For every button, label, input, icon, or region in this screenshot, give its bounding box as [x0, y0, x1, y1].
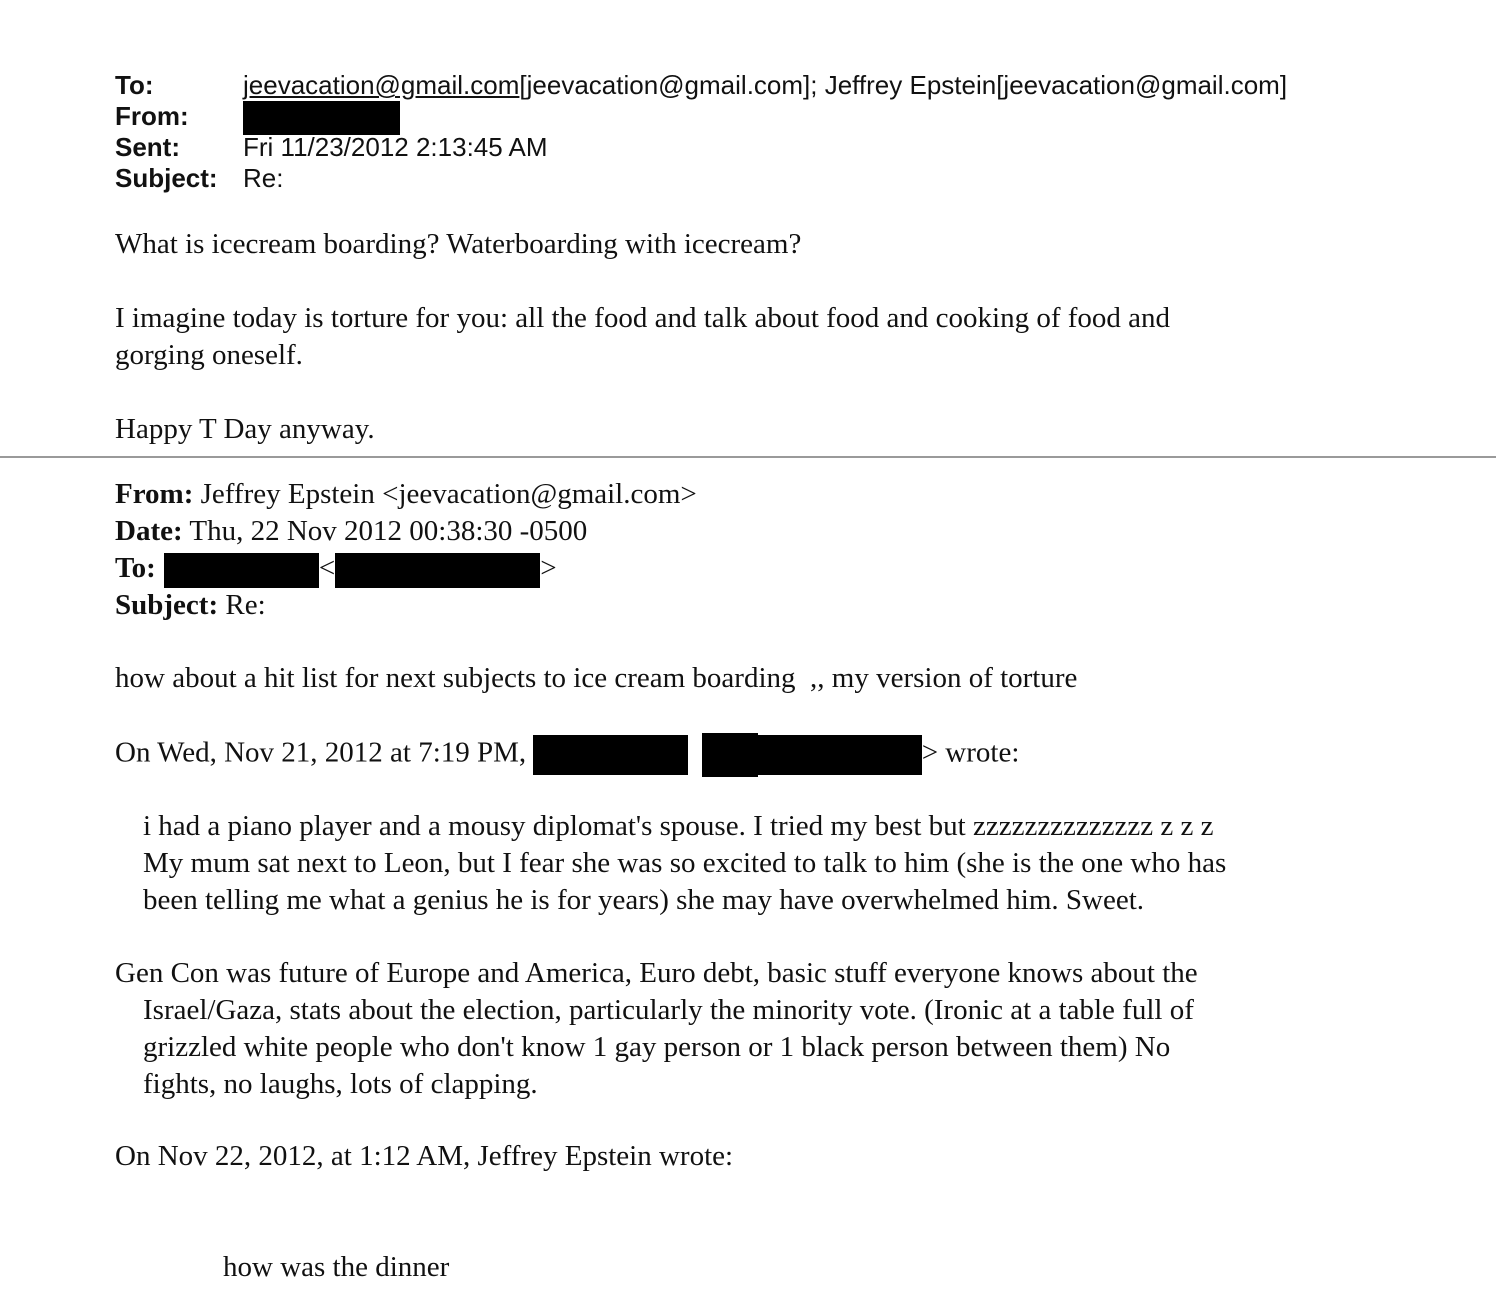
quoted-paragraph-1-line-2: My mum sat next to Leon, but I fear she was so excited to talk to him (she is the one who has	[143, 847, 1227, 879]
quoted-paragraph-2-line-2: Israel/Gaza, stats about the election, particularly the minority vote. (Ironic at a table full of	[143, 994, 1194, 1026]
quote-intro-2: On Nov 22, 2012, at 1:12 AM, Jeffrey Epstein wrote:	[115, 1140, 734, 1172]
from-label: From:	[115, 101, 189, 131]
fwd-date-label: Date:	[115, 515, 183, 547]
fwd-date-row	[115, 513, 697, 550]
fwd-to-row	[115, 550, 697, 587]
fwd-from-value: Jeffrey Epstein <jeevacation@gmail.com>	[200, 478, 697, 510]
quoted-paragraph-1-line-1: i had a piano player and a mousy diplomat's spouse. I tried my best but zzzzzzzzzzzzzz z z z	[143, 810, 1214, 842]
fwd-subject-label: Subject:	[115, 589, 219, 621]
header-from-row	[115, 101, 1287, 132]
quoted-paragraph-2-line-4: fights, no laughs, lots of clapping.	[143, 1068, 538, 1100]
sent-value: Fri 11/23/2012 2:13:45 AM	[243, 132, 548, 162]
quoted-paragraph-1-line-3: been telling me what a genius he is for years) she may have overwhelmed him. Sweet.	[143, 884, 1144, 916]
redaction-box	[335, 553, 540, 588]
body-paragraph-1: What is icecream boarding? Waterboarding with icecream?	[115, 228, 802, 260]
separator-line	[0, 456, 1496, 458]
fwd-to-lt: <	[318, 552, 336, 584]
quoted-paragraph-1	[115, 808, 1226, 919]
quote-intro-1-suffix: > wrote:	[921, 736, 1020, 769]
to-label: To:	[115, 70, 154, 100]
email-header	[115, 70, 1287, 194]
body-paragraph-3: Happy T Day anyway.	[115, 413, 375, 445]
header-subject-row	[115, 163, 1287, 194]
fwd-reply: how about a hit list for next subjects to ice cream boarding ,, my version of torture	[115, 662, 1078, 694]
fwd-subject-row	[115, 587, 697, 624]
quoted-paragraph-2	[115, 955, 1198, 1103]
fwd-from-row	[115, 476, 697, 513]
redaction-box	[243, 101, 400, 135]
last-message: how was the dinner	[223, 1251, 450, 1283]
quoted-paragraph-2-line-3: grizzled white people who don't know 1 gay person or 1 black person between them) No	[143, 1031, 1171, 1063]
fwd-from-label: From:	[115, 478, 194, 510]
quote-intro-1-prefix: On Wed, Nov 21, 2012 at 7:19 PM,	[115, 736, 527, 769]
redaction-box	[533, 735, 688, 775]
subject-value: Re:	[243, 163, 284, 193]
sent-label: Sent:	[115, 132, 180, 162]
header-sent-row	[115, 132, 1287, 163]
fwd-to-gt: >	[540, 552, 557, 584]
redaction-box	[702, 733, 758, 777]
body-paragraph-2-line-2: gorging oneself.	[115, 339, 303, 371]
body-paragraph-2-line-1: I imagine today is torture for you: all the food and talk about food and cooking of food and	[115, 302, 1171, 334]
quote-intro-1	[115, 733, 1019, 777]
fwd-subject-value: Re:	[225, 589, 266, 621]
quoted-paragraph-2-line-1: Gen Con was future of Europe and America, Euro debt, basic stuff everyone knows about the	[115, 957, 1198, 989]
to-value	[243, 70, 1287, 101]
fwd-date-value: Thu, 22 Nov 2012 00:38:30 -0500	[189, 515, 588, 547]
to-email-link[interactable]: jeevacation@gmail.com	[243, 70, 520, 100]
to-value-rest: [jeevacation@gmail.com]; Jeffrey Epstein[jeevacation@gmail.com]	[519, 70, 1288, 100]
body-paragraph-2	[115, 300, 1170, 374]
fwd-to-label: To:	[115, 552, 156, 584]
subject-label: Subject:	[115, 163, 218, 193]
header-to-row	[115, 70, 1287, 101]
redaction-box	[164, 553, 319, 588]
forwarded-header	[115, 476, 697, 624]
redaction-box	[758, 735, 922, 775]
